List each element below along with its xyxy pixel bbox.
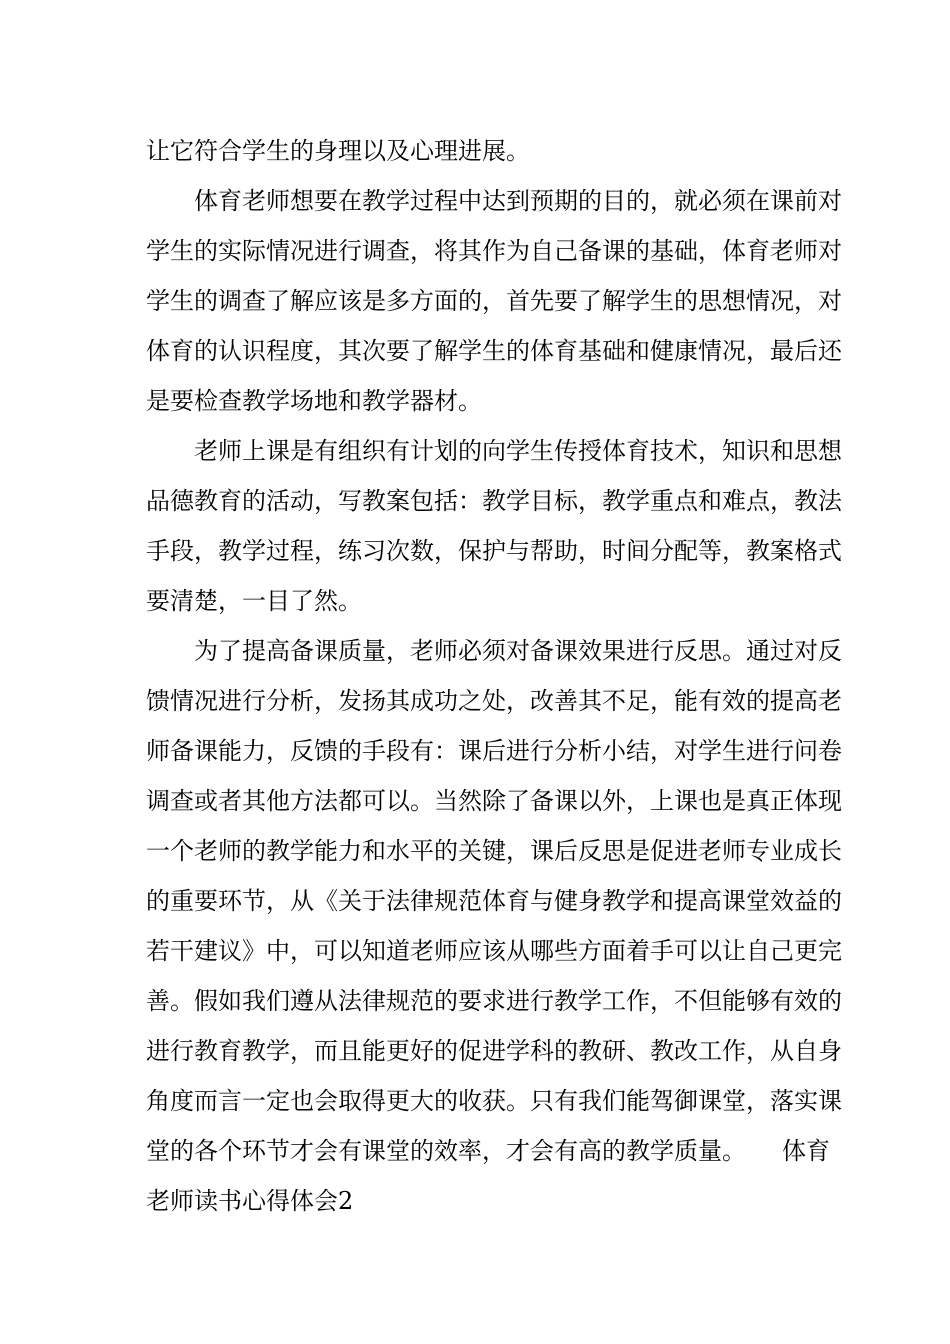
- text-line-20: 角度而言一定也会取得更大的收获。只有我们能驾御课堂，落实课: [146, 1087, 842, 1115]
- text-line-22: 老师读书心得体会2: [146, 1187, 354, 1215]
- text-line-10: 要清楚，一目了然。: [146, 587, 362, 615]
- text-line-16: 的重要环节，从《关于法律规范体育与健身教学和提高课堂效益的: [146, 887, 842, 915]
- text-line-11: 为了提高备课质量，老师必须对备课效果进行反思。通过对反: [194, 637, 842, 665]
- text-line-8: 品德教育的活动，写教案包括：教学目标，教学重点和难点，教法: [146, 487, 842, 515]
- text-line-1: 让它符合学生的身理以及心理进展。: [146, 137, 530, 165]
- text-line-19: 进行教育教学，而且能更好的促进学科的教研、教改工作，从自身: [146, 1037, 842, 1065]
- text-line-7: 老师上课是有组织有计划的向学生传授体育技术，知识和思想: [194, 437, 842, 465]
- text-line-4: 学生的调查了解应该是多方面的，首先要了解学生的思想情况，对: [146, 287, 842, 315]
- text-line-17: 若干建议》中，可以知道老师应该从哪些方面着手可以让自己更完: [146, 937, 842, 965]
- text-line-5: 体育的认识程度，其次要了解学生的体育基础和健康情况，最后还: [146, 337, 842, 365]
- text-line-6: 是要检查教学场地和教学器材。: [146, 387, 482, 415]
- text-line-21: 堂的各个环节才会有课堂的效率，才会有高的教学质量。 体育: [146, 1137, 830, 1165]
- text-line-3: 学生的实际情况进行调查，将其作为自己备课的基础，体育老师对: [146, 237, 842, 265]
- text-line-9: 手段，教学过程，练习次数，保护与帮助，时间分配等，教案格式: [146, 537, 842, 565]
- text-line-18: 善。假如我们遵从法律规范的要求进行教学工作，不但能够有效的: [146, 987, 842, 1015]
- text-line-15: 一个老师的教学能力和水平的关键，课后反思是促进老师专业成长: [146, 837, 842, 865]
- text-line-14: 调查或者其他方法都可以。当然除了备课以外，上课也是真正体现: [146, 787, 842, 815]
- text-line-12: 馈情况进行分析，发扬其成功之处，改善其不足，能有效的提高老: [146, 687, 842, 715]
- text-line-2: 体育老师想要在教学过程中达到预期的目的，就必须在课前对: [194, 187, 842, 215]
- text-line-13: 师备课能力，反馈的手段有：课后进行分析小结，对学生进行问卷: [146, 737, 842, 765]
